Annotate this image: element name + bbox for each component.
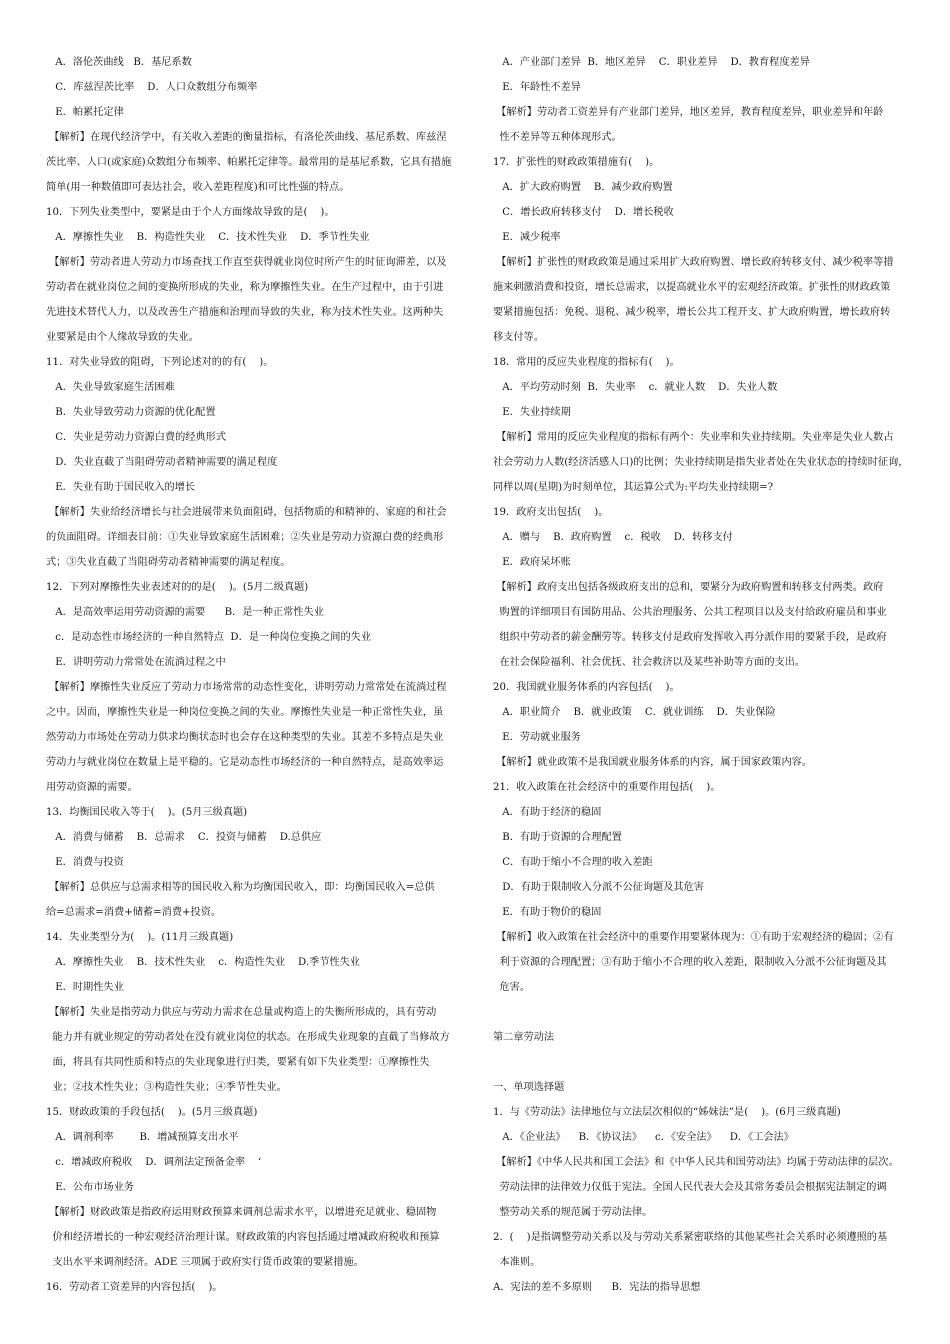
text-line: E．讲明劳动力常常处在流淌过程之中 bbox=[52, 657, 226, 668]
text-line: 给=总需求=消费+储蓄=消费+投资。 bbox=[46, 907, 222, 918]
text-line: 社会劳动力人数(经济活感人口)的比例；失业持续期是指失业者处在失业状态的持续时征询， bbox=[493, 457, 909, 468]
text-line: 10．下列失业类型中，要紧是由于个人方面缘故导致的是( )。 bbox=[46, 207, 335, 218]
text-line: A．调剂利率 B．增减预算支出水平 bbox=[52, 1132, 239, 1143]
right-column bbox=[493, 50, 913, 1300]
text-line: 移支付等。 bbox=[493, 332, 544, 343]
text-line: C．失业是劳动力资源白费的经典形式 bbox=[52, 432, 227, 443]
text-line: E．消费与投资 bbox=[52, 857, 124, 868]
text-line: 先进技术替代人力，以及改善生产措施和治理而导致的失业，称为技术性失业。这两种失 bbox=[46, 307, 444, 318]
text-line: 一、单项选择题 bbox=[493, 1082, 565, 1093]
text-line: 简单(用一种数值即可表达社会，收入差距程度)和可比性强的特点。 bbox=[46, 182, 350, 193]
text-line: 第二章劳动法 bbox=[493, 1032, 555, 1043]
text-line: 17．扩张性的财政政策措施有( )。 bbox=[493, 157, 660, 168]
text-line: 【解析】摩擦性失业反应了劳动力市场常常的动态性变化，讲明劳动力常常处在流淌过程 bbox=[46, 682, 447, 693]
text-line: E．失业有助于国民收入的增长 bbox=[52, 482, 196, 493]
text-line: A．失业导致家庭生活困难 bbox=[52, 382, 175, 393]
text-line: E．公布市场业务 bbox=[52, 1182, 134, 1193]
text-line: A．摩擦性失业 B．技术性失业 c．构造性失业 D.季节性失业 bbox=[52, 957, 360, 968]
text-line bbox=[493, 1000, 913, 1025]
text-line: 1．与《劳动法》法律地位与立法层次相似的“姊妹法”是( )。(6月三级真题) bbox=[493, 1107, 841, 1118]
text-line: A．职业简介 B．就业政策 C．就业训练 D．失业保险 bbox=[499, 707, 776, 718]
text-line: 11．对失业导致的阻碍，下列论述对的的有( )。 bbox=[46, 357, 274, 368]
text-line: 13．均衡国民收入等于( )。(5月三级真题) bbox=[46, 807, 248, 818]
text-line: 【解析】收入政策在社会经济中的重要作用要紧体现为：①有助于宏观经济的稳固；②有 bbox=[493, 932, 894, 943]
text-line: 组织中劳动者的薪金酬劳等。转移支付是政府发挥收入再分派作用的要紧手段，是政府 bbox=[493, 632, 887, 643]
text-line: 劳动力与就业岗位在数量上是平稳的。它是动态性市场经济的一种自然特点，是高效率运 bbox=[46, 757, 444, 768]
text-line: A．有助于经济的稳固 bbox=[499, 807, 602, 818]
text-line: 【解析】财政政策是指政府运用财政预算来调剂总需求水平，以增进充足就业、稳固物 bbox=[46, 1207, 437, 1218]
text-line: 【解析】在现代经济学中，有关收入差距的衡量指标，有洛伦茨曲线、基尼系数、库兹涅 bbox=[46, 132, 447, 143]
text-line: 性不差异等五种体现形式。 bbox=[493, 132, 622, 143]
text-line: 【解析】劳动者工资差异有产业部门差异，地区差异，教育程度差异，职业差异和年龄 bbox=[493, 107, 884, 118]
text-line: C．有助于缩小不合理的收入差距 bbox=[499, 857, 653, 868]
text-line: 能力并有就业规定的劳动者处在没有就业岗位的状态。在形成失业现象的直截了当修故方 bbox=[46, 1032, 450, 1043]
text-line: 【解析】失业是指劳动力供应与劳动力需求在总量或构造上的失衡所形成的，具有劳动 bbox=[46, 1007, 437, 1018]
text-line: 【解析】常用的反应失业程度的指标有两个：失业率和失业持续期。失业率是失业人数占 bbox=[493, 432, 894, 443]
text-line: B．失业导致劳动力资源的优化配置 bbox=[52, 407, 216, 418]
text-line: 【解析】劳动者进人劳动力市场查找工作直至获得就业岗位时所产生的时征询滞差，以及 bbox=[46, 257, 447, 268]
text-line: 面，将具有共同性质和特点的失业现象进行归类，要紧有如下失业类型：①摩擦性失 bbox=[46, 1057, 430, 1068]
left-column bbox=[46, 50, 461, 1300]
text-line: 茨比率、人口(或家庭)众数组分布频率、帕累托定律等。最常用的是基尼系数，它具有措施 bbox=[46, 157, 452, 168]
text-line: 用劳动资源的需要。 bbox=[46, 782, 138, 793]
text-line: 业要紧是由个人缘故导致的失业。 bbox=[46, 332, 199, 343]
text-line: E．帕累托定律 bbox=[52, 107, 124, 118]
text-line: 整劳动关系的规范属于劳动法律。 bbox=[493, 1207, 653, 1218]
text-line: A．赠与 B．政府购置 c．税收 D．转移支付 bbox=[499, 532, 733, 543]
text-line: 价和经济增长的一种宏观经济治理计谋。财政政策的内容包括通过增减政府税收和预算 bbox=[46, 1232, 440, 1243]
text-line: 2．( )是指调整劳动关系以及与劳动关系紧密联络的其他某些社会关系时必须遵照的基 bbox=[493, 1232, 888, 1243]
text-line: 然劳动力市场处在劳动力供求均衡状态时也会存在这种类型的失业。其差不多特点是失业 bbox=[46, 732, 444, 743]
text-line: 【解析】政府支出包括各级政府支出的总和，要紧分为政府购置和转移支付两类。政府 bbox=[493, 582, 884, 593]
text-line: 14．失业类型分为( )。(11月三级真题) bbox=[46, 932, 234, 943]
text-line: 【解析】扩张性的财政政策是通过采用扩大政府购置、增长政府转移支付、减少税率等措 bbox=[493, 257, 894, 268]
text-line: 15．财政政策的手段包括( )。(5月三级真题) bbox=[46, 1107, 258, 1118]
text-line: 支出水平来调剂经济。ADE 三项属于政府实行货币政策的要紧措施。 bbox=[46, 1257, 364, 1268]
text-line: 12．下列对摩擦性失业表述对的的是( )。(5月二级真题) bbox=[46, 582, 309, 593]
text-line: 劳动者在就业岗位之间的变换所形成的失业，称为摩擦性失业。在生产过程中，由于引进 bbox=[46, 282, 444, 293]
text-line: A．产业部门差异 B．地区差异 C．职业差异 D．教育程度差异 bbox=[499, 57, 810, 68]
text-line: 之中。因而，摩擦性失业是一种岗位变换之间的失业。摩擦性失业是一种正常性失业，虽 bbox=[46, 707, 444, 718]
text-line: E．时期性失业 bbox=[52, 982, 124, 993]
text-line: A．平均劳动时刻 B．失业率 c．就业人数 D．失业人数 bbox=[499, 382, 778, 393]
text-line: 危害。 bbox=[493, 982, 531, 993]
text-line: 的负面阻碍。详细表目前：①失业导致家庭生活困难；②失业是劳动力资源白费的经典形 bbox=[46, 532, 444, 543]
text-line: c．增减政府税收 D．调剂法定预备金率 ‘ bbox=[52, 1157, 262, 1168]
text-line: 购置的详细项目有国防用品、公共治理服务、公共工程项目以及支付给政府雇员和事业 bbox=[493, 607, 887, 618]
text-line: D．失业直截了当阻碍劳动者精神需要的满足程度 bbox=[52, 457, 278, 468]
text-line: E．年龄性不差异 bbox=[499, 82, 581, 93]
text-line: C．增长政府转移支付 D．增长税收 bbox=[499, 207, 674, 218]
text-line: 要紧措施包括：免税、退税、减少税率，增长公共工程开支、扩大政府购置，增长政府转 bbox=[493, 307, 891, 318]
text-line: 本准则。 bbox=[493, 1257, 541, 1268]
text-line: A．消费与储蓄 B．总需求 C．投资与储蓄 D.总供应 bbox=[52, 832, 322, 843]
text-line: 在社会保险福利、社会优抚、社会救济以及某些补助等方面的支出。 bbox=[493, 657, 806, 668]
text-line: D．有助于限制收入分派不公征询题及其危害 bbox=[499, 882, 704, 893]
text-line: E．失业持续期 bbox=[499, 407, 571, 418]
text-line: A．扩大政府购置 B．减少政府购置 bbox=[499, 182, 673, 193]
text-line: 21．收入政策在社会经济中的重要作用包括( )。 bbox=[493, 782, 721, 793]
text-line: 劳动法律的法律效力仅低于宪法。全国人民代表大会及其常务委员会根据宪法制定的调 bbox=[493, 1182, 887, 1193]
text-line: E．劳动就业服务 bbox=[499, 732, 581, 743]
text-line: 【解析】《中华人民共和国工会法》和《中华人民共和国劳动法》均属于劳动法律的层次。 bbox=[493, 1157, 899, 1168]
text-line: 18．常用的反应失业程度的指标有( )。 bbox=[493, 357, 680, 368]
text-line: A．是高效率运用劳动资源的需要 B．是一种正常性失业 bbox=[52, 607, 324, 618]
text-line: 施来刺激消费和投资，增长总需求，以提高就业水平的宏观经济政策。扩张性的财政政策 bbox=[493, 282, 891, 293]
text-line: E．减少税率 bbox=[499, 232, 561, 243]
text-line: 19．政府支出包括( )。 bbox=[493, 507, 609, 518]
text-line: c．是动态性市场经济的一种自然特点 D．是一种岗位变换之间的失业 bbox=[52, 632, 372, 643]
text-line: 【解析】失业给经济增长与社会进展带来负面阻碍，包括物质的和精神的、家庭的和社会 bbox=[46, 507, 447, 518]
text-line: 式；③失业直截了当阻碍劳动者精神需要的满足程度。 bbox=[46, 557, 291, 568]
text-line: 【解析】总供应与总需求相等的国民收入称为均衡国民收入，即：均衡国民收入=总供 bbox=[46, 882, 435, 893]
text-line: A．洛伦茨曲线 B．基尼系数 bbox=[52, 57, 192, 68]
text-line: A．宪法的差不多原则 B．宪法的指导思想 bbox=[493, 1282, 701, 1293]
text-line: E．政府呆坏账 bbox=[499, 557, 571, 568]
text-line: 业；②技术性失业；③构造性失业；④季节性失业。 bbox=[46, 1082, 287, 1093]
text-line: 16．劳动者工资差异的内容包括( )。 bbox=[46, 1282, 223, 1293]
text-line: 【解析】就业政策不是我国就业服务体系的内容，属于国家政策内容。 bbox=[493, 757, 813, 768]
text-line: A．摩擦性失业 B．构造性失业 C．技术性失业 D．季节性失业 bbox=[52, 232, 370, 243]
text-line: 20．我国就业服务体系的内容包括( )。 bbox=[493, 682, 680, 693]
text-line: B．有助于资源的合理配置 bbox=[499, 832, 622, 843]
text-line: 同样以周(星期)为时刻单位，其运算公式为:平均失业持续期=? bbox=[493, 482, 774, 493]
text-line: E．有助于物价的稳固 bbox=[499, 907, 602, 918]
text-line: A．《企业法》 B．《协议法》 c．《安全法》 D．《工会法》 bbox=[499, 1132, 794, 1143]
text-line: C．库兹涅茨比率 D．人口众数组分布频率 bbox=[52, 82, 258, 93]
text-line: 利于资源的合理配置；③有助于缩小不合理的收入差距，限制收入分派不公征询题及其 bbox=[493, 957, 887, 968]
text-line bbox=[493, 1050, 913, 1075]
